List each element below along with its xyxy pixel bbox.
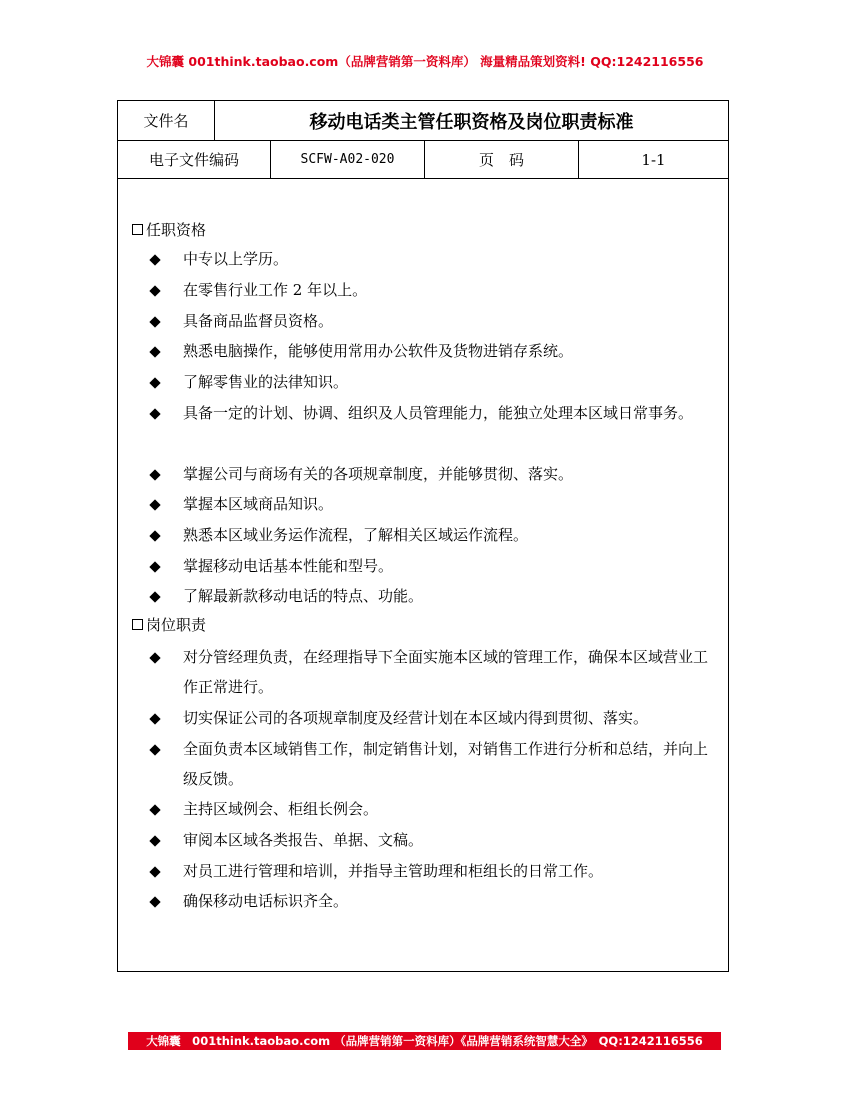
diamond-bullet-icon: [149, 469, 160, 480]
top-banner: 大锦囊 001think.taobao.com（品牌营销第一资料库） 海量精品策划资料! QQ:1242116556: [146, 54, 704, 69]
list-item-text: 熟悉本区域业务运作流程，了解相关区域运作流程。: [183, 526, 529, 544]
list-item-text: 对分管经理负责，在经理指导下全面实施本区域的管理工作，确保本区域营业工作正常进行。: [183, 648, 709, 696]
document-frame: [117, 100, 729, 972]
list-item-text: 在零售行业工作 2 年以上。: [183, 281, 368, 299]
page-value: 1-1: [641, 150, 666, 169]
file-name-label: 文件名: [118, 101, 215, 140]
list-item-text: 了解最新款移动电话的特点、功能。: [183, 587, 424, 605]
header-row-title: [118, 101, 728, 141]
diamond-bullet-icon: [149, 713, 160, 724]
diamond-bullet-icon: [149, 408, 160, 419]
diamond-bullet-icon: [149, 499, 160, 510]
list-item-text: 具备一定的计划、协调、组织及人员管理能力，能独立处理本区域日常事务。: [183, 404, 694, 422]
list-item-text: 全面负责本区域销售工作，制定销售计划，对销售工作进行分析和总结，并向上级反馈。: [183, 740, 709, 788]
diamond-bullet-icon: [149, 835, 160, 846]
code-label: 电子文件编码: [118, 141, 271, 178]
duties-heading-text: 岗位职责: [146, 616, 207, 634]
diamond-bullet-icon: [149, 346, 160, 357]
diamond-bullet-icon: [149, 866, 160, 877]
list-item-text: 具备商品监督员资格。: [183, 312, 334, 330]
diamond-bullet-icon: [149, 591, 160, 602]
checkbox-icon: [132, 619, 143, 630]
checkbox-icon: [132, 224, 143, 235]
list-item-text: 中专以上学历。: [183, 250, 289, 268]
page-label: 页 码: [425, 141, 579, 178]
diamond-bullet-icon: [149, 254, 160, 265]
diamond-bullet-icon: [149, 652, 160, 663]
document-title: 移动电话类主管任职资格及岗位职责标准: [309, 111, 634, 133]
list-item-text: 主持区域例会、柜组长例会。: [183, 800, 379, 818]
list-item-text: 对员工进行管理和培训，并指导主管助理和柜组长的日常工作。: [183, 862, 604, 880]
diamond-bullet-icon: [149, 896, 160, 907]
diamond-bullet-icon: [149, 530, 160, 541]
list-item-text: 掌握公司与商场有关的各项规章制度，并能够贯彻、落实。: [183, 465, 574, 483]
diamond-bullet-icon: [149, 285, 160, 296]
list-item-text: 了解零售业的法律知识。: [183, 373, 349, 391]
code-value: SCFW-A02-020: [271, 141, 425, 178]
bottom-banner: 大锦囊 001think.taobao.com （品牌营销第一资料库）《品牌营销系统智慧大全》 QQ:1242116556: [128, 1032, 721, 1050]
list-item-text: 掌握移动电话基本性能和型号。: [183, 557, 394, 575]
diamond-bullet-icon: [149, 804, 160, 815]
diamond-bullet-icon: [149, 561, 160, 572]
list-item-text: 审阅本区域各类报告、单据、文稿。: [183, 831, 424, 849]
diamond-bullet-icon: [149, 377, 160, 388]
list-item-text: 确保移动电话标识齐全。: [183, 892, 349, 910]
list-item-text: 熟悉电脑操作，能够使用常用办公软件及货物进销存系统。: [183, 342, 574, 360]
diamond-bullet-icon: [149, 316, 160, 327]
list-item-text: 切实保证公司的各项规章制度及经营计划在本区域内得到贯彻、落实。: [183, 709, 649, 727]
list-item-text: 掌握本区域商品知识。: [183, 495, 334, 513]
qualifications-heading-text: 任职资格: [146, 221, 207, 239]
diamond-bullet-icon: [149, 744, 160, 755]
duties-heading: [132, 614, 206, 635]
header-row-meta: [118, 141, 728, 179]
qualifications-heading: [132, 219, 206, 240]
